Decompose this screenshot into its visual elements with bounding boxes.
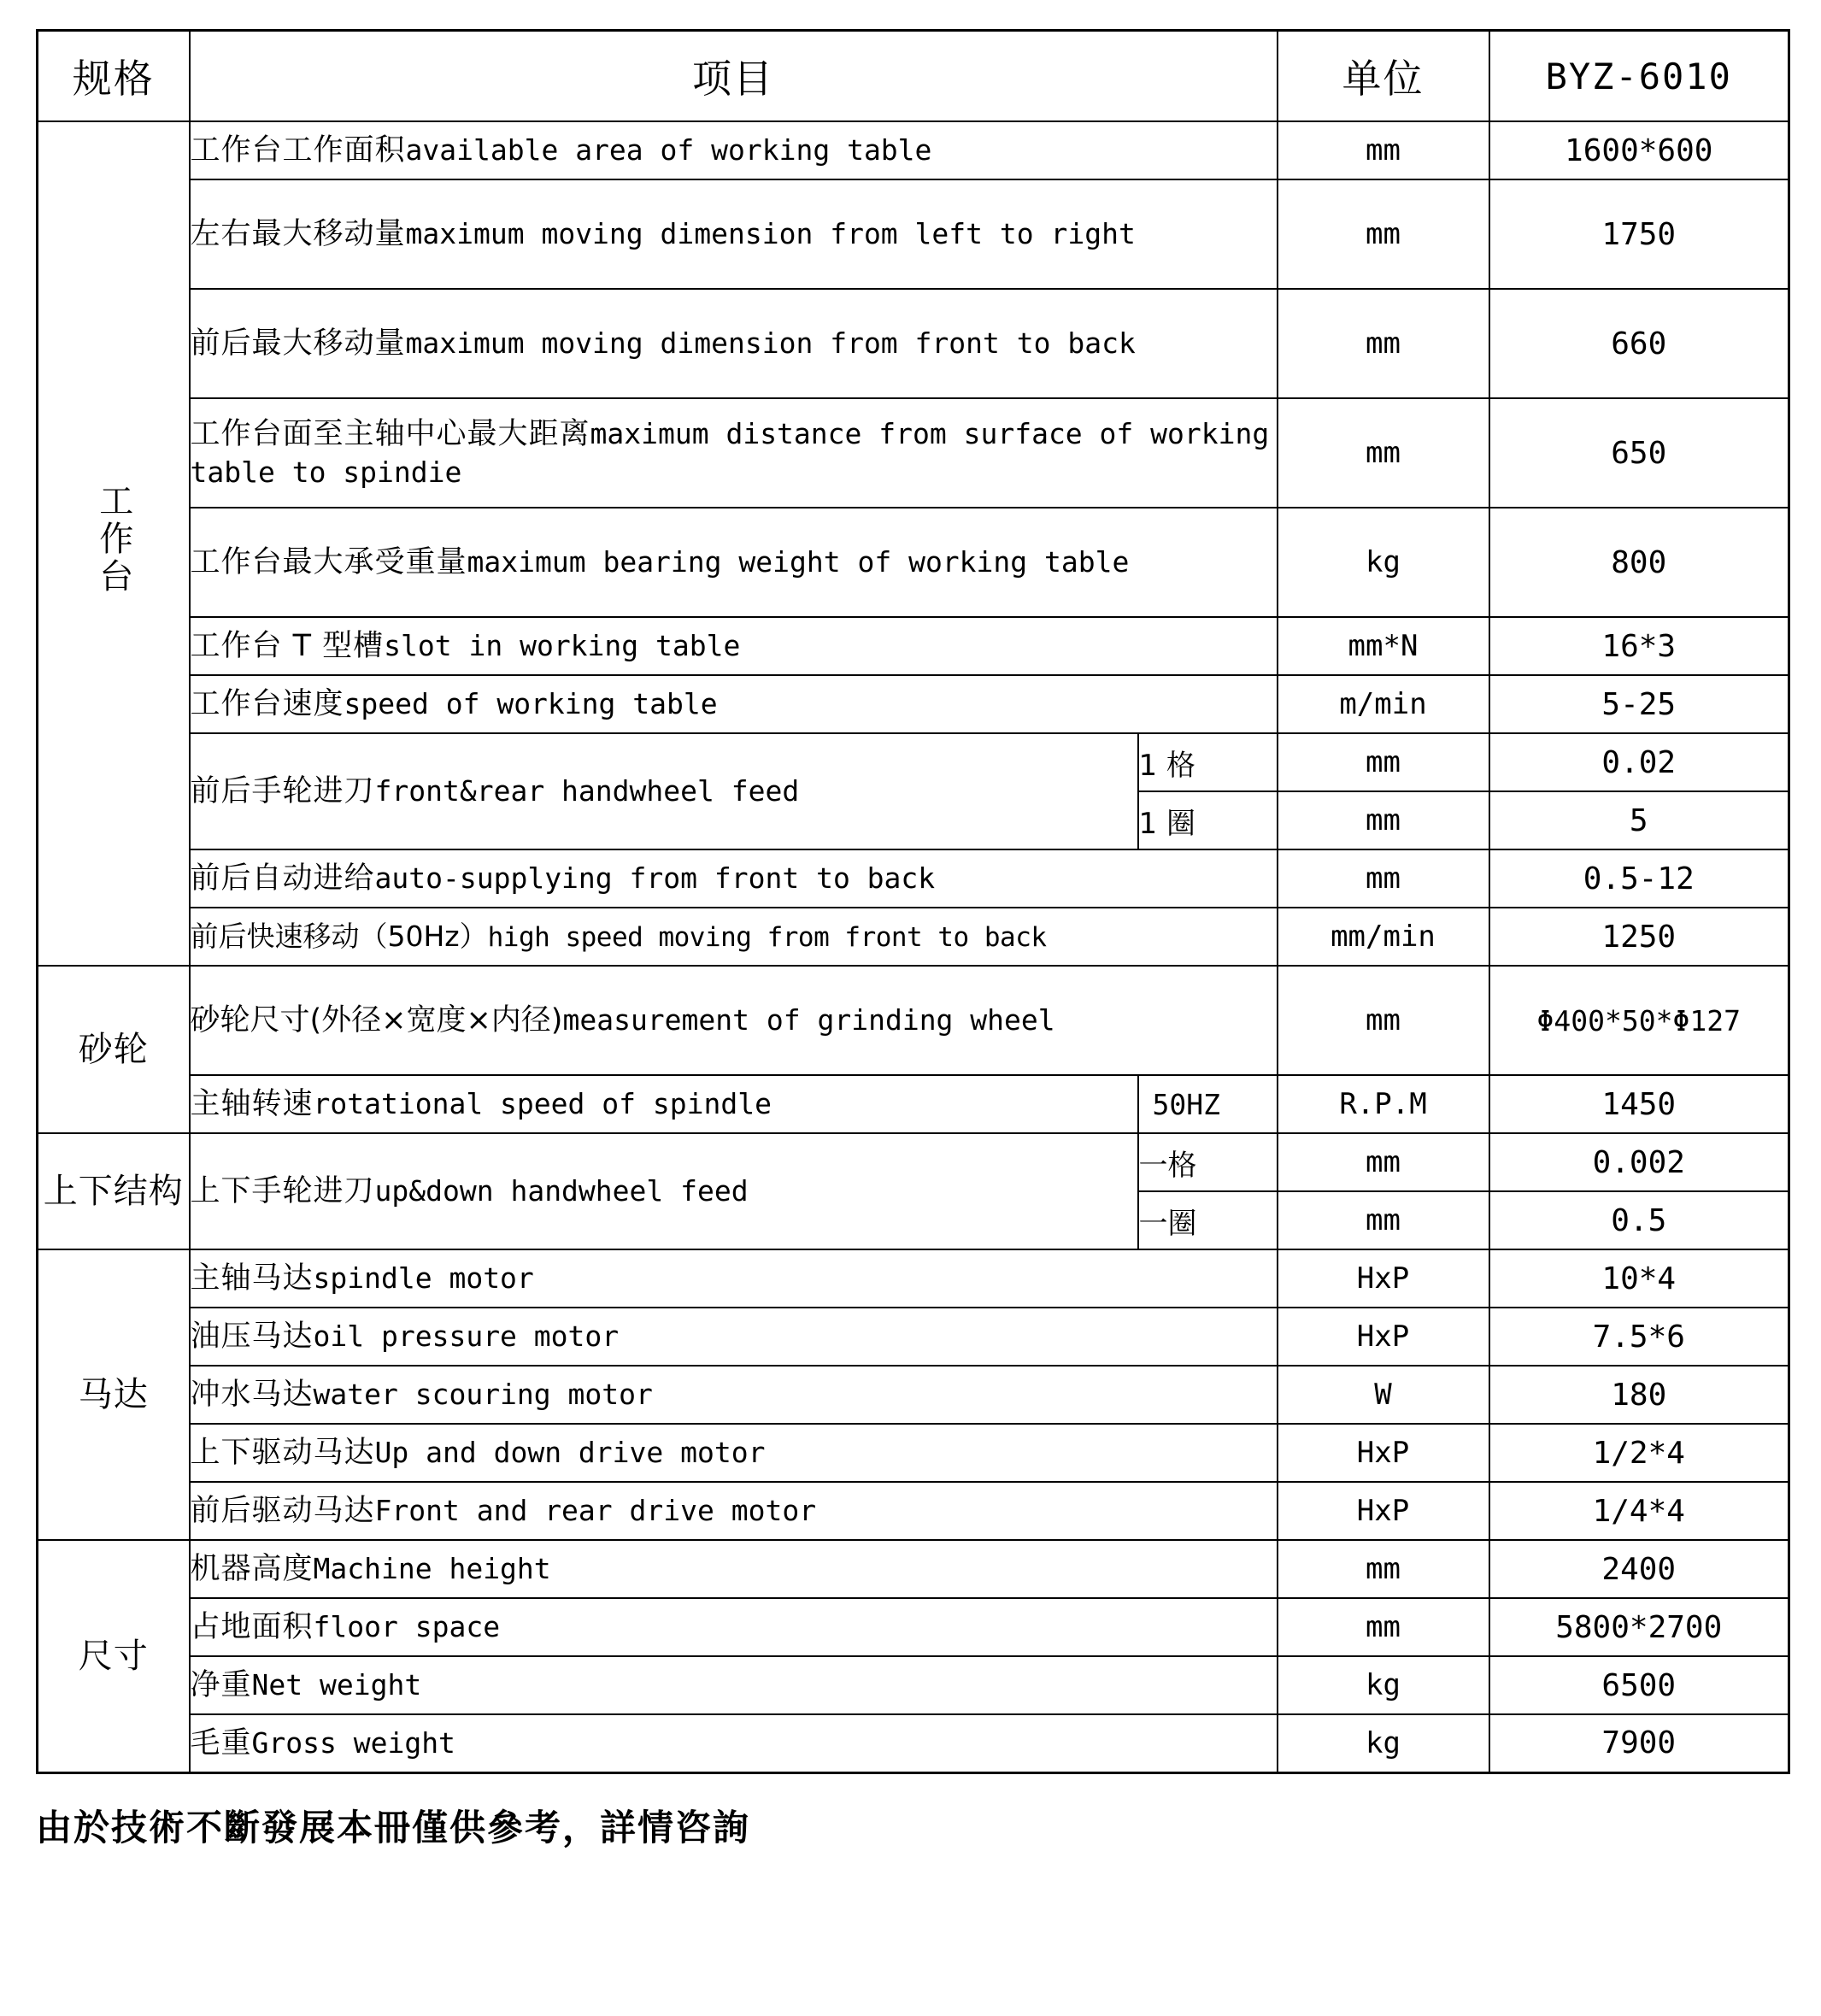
model-value: 660	[1489, 289, 1789, 398]
unit-value: HxP	[1278, 1249, 1489, 1308]
table-row	[38, 1656, 1789, 1714]
group-label-worktable: 工作台	[38, 121, 190, 966]
item-label: 前后手轮进刀front&rear handwheel feed	[190, 733, 1138, 849]
table-row	[38, 1424, 1789, 1482]
item-label: 前后自动进给auto-supplying from front to back	[190, 849, 1278, 908]
sub-label: 1 格	[1138, 733, 1278, 791]
unit-value: HxP	[1278, 1308, 1489, 1366]
model-value: 6500	[1489, 1656, 1789, 1714]
unit-value: mm	[1278, 398, 1489, 508]
unit-value: mm/min	[1278, 908, 1489, 966]
unit-value: mm	[1278, 289, 1489, 398]
model-value: 800	[1489, 508, 1789, 617]
sub-label: 一格	[1138, 1133, 1278, 1191]
table-row	[38, 1249, 1789, 1308]
item-label: 工作台最大承受重量maximum bearing weight of working table	[190, 508, 1278, 617]
sub-label: 一圈	[1138, 1191, 1278, 1249]
table-row	[38, 617, 1789, 675]
table-row	[38, 1714, 1789, 1772]
table-row	[38, 1075, 1789, 1133]
unit-value: m/min	[1278, 675, 1489, 733]
group-label-dimension: 尺寸	[38, 1540, 190, 1772]
model-value: 180	[1489, 1366, 1789, 1424]
item-label: 工作台面至主轴中心最大距离maximum distance from surface of working table to spindie	[190, 398, 1278, 508]
table-row	[38, 1133, 1789, 1191]
unit-value: mm	[1278, 1598, 1489, 1656]
unit-value: mm*N	[1278, 617, 1489, 675]
unit-value: HxP	[1278, 1424, 1489, 1482]
header-spec: 规格	[38, 31, 190, 122]
item-label: 主轴转速rotational speed of spindle	[190, 1075, 1138, 1133]
model-value: 1750	[1489, 179, 1789, 289]
table-row	[38, 1482, 1789, 1540]
model-value: 0.5	[1489, 1191, 1789, 1249]
table-row	[38, 289, 1789, 398]
item-label: 工作台 T 型槽slot in working table	[190, 617, 1278, 675]
model-value: 7900	[1489, 1714, 1789, 1772]
sub-label: 50HZ	[1138, 1075, 1278, 1133]
table-row	[38, 908, 1789, 966]
item-label: 左右最大移动量maximum moving dimension from left to right	[190, 179, 1278, 289]
model-value: 1600*600	[1489, 121, 1789, 179]
model-value: 0.5-12	[1489, 849, 1789, 908]
sub-label: 1 圈	[1138, 791, 1278, 849]
footnote: 由於技術不斷發展本冊僅供參考，詳情咨詢	[36, 1806, 751, 1848]
model-value: 16*3	[1489, 617, 1789, 675]
table-row	[38, 849, 1789, 908]
item-label: 前后快速移动（50Hz）high speed moving from front to back	[190, 908, 1278, 966]
group-label-motor: 马达	[38, 1249, 190, 1540]
unit-value: mm	[1278, 849, 1489, 908]
unit-value: mm	[1278, 121, 1489, 179]
unit-value: kg	[1278, 1714, 1489, 1772]
table-row	[38, 179, 1789, 289]
unit-value: kg	[1278, 1656, 1489, 1714]
table-row	[38, 121, 1789, 179]
unit-value: mm	[1278, 1191, 1489, 1249]
model-value: 5800*2700	[1489, 1598, 1789, 1656]
model-value: 7.5*6	[1489, 1308, 1789, 1366]
unit-value: mm	[1278, 791, 1489, 849]
unit-value: W	[1278, 1366, 1489, 1424]
model-value: 0.02	[1489, 733, 1789, 791]
group-label-grinding-wheel: 砂轮	[38, 966, 190, 1133]
group-label-updown-structure: 上下结构	[38, 1133, 190, 1249]
table-row	[38, 733, 1789, 791]
item-label: 上下手轮进刀up&down handwheel feed	[190, 1133, 1138, 1249]
table-row	[38, 508, 1789, 617]
item-label: 机器高度Machine height	[190, 1540, 1278, 1598]
unit-value: mm	[1278, 733, 1489, 791]
table-row	[38, 675, 1789, 733]
table-row	[38, 966, 1789, 1075]
table-row	[38, 1540, 1789, 1598]
item-label: 毛重Gross weight	[190, 1714, 1278, 1772]
table-row	[38, 398, 1789, 508]
item-label: 主轴马达spindle motor	[190, 1249, 1278, 1308]
table-row	[38, 1598, 1789, 1656]
item-label: 上下驱动马达Up and down drive motor	[190, 1424, 1278, 1482]
table-row	[38, 1308, 1789, 1366]
item-label: 前后最大移动量maximum moving dimension from front to back	[190, 289, 1278, 398]
model-value: 5	[1489, 791, 1789, 849]
unit-value: mm	[1278, 1540, 1489, 1598]
header-model: BYZ-6010	[1489, 31, 1789, 122]
table-header-row	[38, 31, 1789, 122]
model-value: 1250	[1489, 908, 1789, 966]
unit-value: kg	[1278, 508, 1489, 617]
item-label: 工作台工作面积available area of working table	[190, 121, 1278, 179]
unit-value: mm	[1278, 966, 1489, 1075]
table-row	[38, 1366, 1789, 1424]
model-value: 1450	[1489, 1075, 1789, 1133]
unit-value: R.P.M	[1278, 1075, 1489, 1133]
item-label: 砂轮尺寸(外径×宽度×内径)measurement of grinding wheel	[190, 966, 1278, 1075]
model-value: 1/2*4	[1489, 1424, 1789, 1482]
unit-value: mm	[1278, 1133, 1489, 1191]
unit-value: mm	[1278, 179, 1489, 289]
specification-table	[36, 29, 1790, 1774]
item-label: 前后驱动马达Front and rear drive motor	[190, 1482, 1278, 1540]
header-unit: 单位	[1278, 31, 1489, 122]
item-label: 占地面积floor space	[190, 1598, 1278, 1656]
model-value: 2400	[1489, 1540, 1789, 1598]
model-value: 5-25	[1489, 675, 1789, 733]
item-label: 净重Net weight	[190, 1656, 1278, 1714]
model-value: 1/4*4	[1489, 1482, 1789, 1540]
item-label: 冲水马达water scouring motor	[190, 1366, 1278, 1424]
model-value: 10*4	[1489, 1249, 1789, 1308]
unit-value: HxP	[1278, 1482, 1489, 1540]
item-label: 工作台速度speed of working table	[190, 675, 1278, 733]
item-label: 油压马达oil pressure motor	[190, 1308, 1278, 1366]
header-item: 项目	[190, 31, 1278, 122]
model-value: Φ400*50*Φ127	[1489, 966, 1789, 1075]
model-value: 0.002	[1489, 1133, 1789, 1191]
model-value: 650	[1489, 398, 1789, 508]
